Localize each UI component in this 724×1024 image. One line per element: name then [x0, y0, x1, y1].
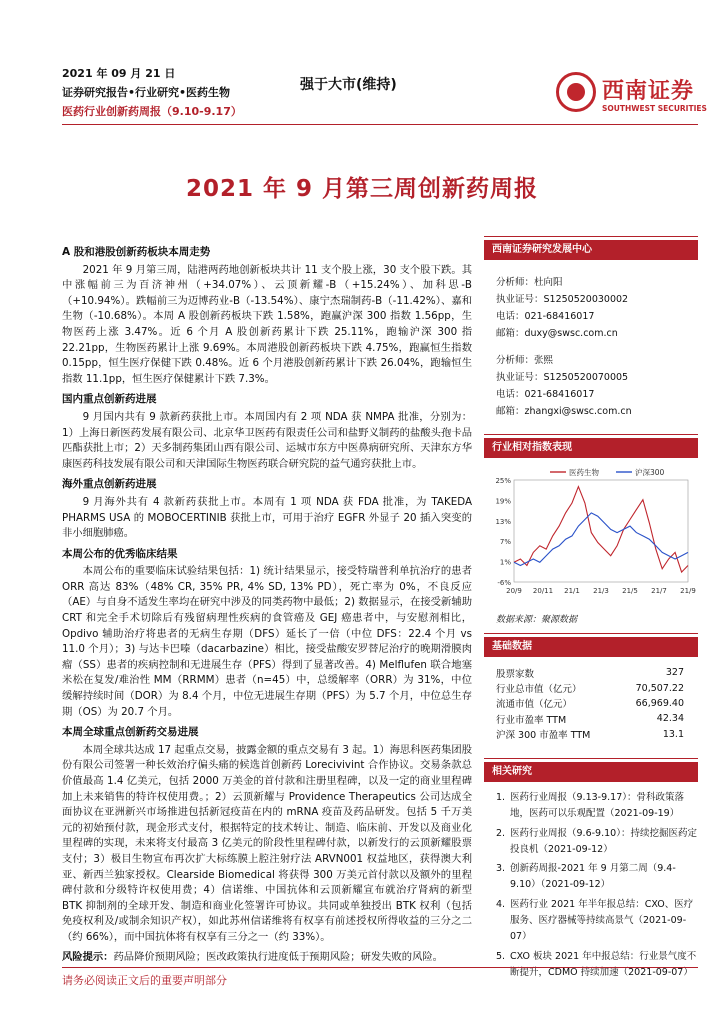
- x-tick-label: 21/7: [651, 587, 667, 595]
- list-item[interactable]: [496, 861, 698, 894]
- x-tick-label: 21/9: [680, 587, 696, 595]
- y-tick-label: -6%: [497, 579, 511, 587]
- basic-label: 行业总市值（亿元）: [496, 684, 582, 696]
- analyst-name: 分析师：杜向阳: [496, 277, 563, 288]
- section-body: 9 月国内共有 9 款新药获批上市。本周国内有 2 项 NDA 获 NMPA 批准，分别为：1）上海日新医药发展有限公司、北京华卫医药有限责任公司和盐野义制药的盐酸头孢卡品匹酯获批上市；2）天多制药集团山西有限公司、运城市东方中医鼻病研究所、天津东方华康医药科技发展有限公司和天津国际生物医药联合研究院的益气通窍获批上市。: [62, 410, 472, 470]
- section-body: 2021 年 9 月第三周，陆港两药地创新板块共计 11 支个股上涨，30 支个股下跌。其中涨幅前三为百济神州（+34.07%）、云顶新耀-B（+15.24%）、加科思-B（+10.94%）。跌幅前三为迈博药业-B（-13.54%）、康宁杰瑞制药-B（-11.42%）、嘉和生物（-10.68%）。本周 A 股创新药板块下跌 1.58%，跑赢沪深 300 指数 1.56pp，生物医药上涨 3.47%。近 6 个月 A 股创新药累计下跌 25.11%，跑输沪深 300 指 22.21pp，生物医药累计上涨 9.69%。本周港股创新药板块下跌 4.75%，跑赢恒生指数 0.15pp，恒生医疗保健下跌 0.48%。近 6 个月港股创新药累计下跌 26.04%，跑输恒生指数 11.1pp，恒生医疗保健累计下跌 7.3%。: [62, 263, 472, 385]
- chart-section-title: 行业相对指数表现: [484, 438, 698, 458]
- basic-value: 66,969.40: [635, 697, 684, 709]
- analyst-phone: 电话：021-68416017: [496, 389, 595, 400]
- index-chart-svg: [484, 462, 698, 612]
- chart-source: 数据来源：聚源数据: [496, 615, 578, 625]
- item-number: 5.: [496, 950, 506, 962]
- table-row: [484, 711, 698, 726]
- item-text: 医药行业周报（9.6-9.10）：持续挖掘医药定投良机（2021-09-12）: [510, 827, 697, 855]
- x-tick-label: 20/11: [532, 587, 554, 595]
- footer-disclaimer: 请务必阅读正文后的重要声明部分: [62, 974, 227, 987]
- header-rule: [62, 124, 698, 125]
- basic-data-table: [484, 665, 698, 742]
- y-tick-label: 25%: [495, 477, 511, 485]
- section-heading: 本周全球重点创新药交易进展: [62, 726, 199, 739]
- y-tick-label: 13%: [495, 517, 511, 526]
- section-heading: 国内重点创新药进展: [62, 393, 157, 406]
- main-content: [62, 240, 472, 965]
- table-row: [484, 696, 698, 711]
- table-row: [484, 727, 698, 742]
- analyst-license: 执业证号：S1250520070005: [496, 372, 629, 383]
- index-chart: [484, 458, 698, 636]
- risk-text: 药品降价预期风险；医改政策执行进度低于预期风险；研发失败的风险。: [113, 950, 443, 963]
- page-title: 2021 年 9 月第三周创新药周报: [185, 176, 539, 202]
- analyst-email[interactable]: 邮箱：duxy@swsc.com.cn: [496, 328, 618, 339]
- item-text: 医药行业 2021 年半年报总结：CXO、医疗服务、医疗器械等持续高景气（2021-09-07）: [510, 898, 694, 943]
- analyst-email[interactable]: 邮箱：zhangxi@swsc.com.cn: [496, 406, 632, 417]
- section-heading: 本周公布的优秀临床结果: [62, 547, 178, 560]
- basic-label: 行业市盈率 TTM: [496, 714, 567, 726]
- section-body: 本周全球共达成 17 起重点交易，披露金额的重点交易有 3 起。1）海思科医药集团股份有限公司签署一种长效治疗偏头痛的候选首创新药 Lorecivivint 合作协议。交易条款总价值最高 1.4 亿美元，包括 2000 万美金的首付款和注册里程碑，以及一定的商业里程碑加上未来销售的特许权使用费。；2）云顶新耀与 Providence Therapeutics 公司达成全面协议在亚洲新兴市场推进包括新冠疫苗在内的 mRNA 疫苗及药品研发。包括 5 千万美元的初始预付款，现金形式支付，根据特定的技术转让、制造、临床前、开发以及商业化里程碑的实现，未来将支付最高 3 亿美元的阶段性里程碑付款，以新发行的云顶新耀股票支付；3）极目生物宣布再次扩大标练膜上腔注射疗法 ARVN001 权益地区，获得澳大利亚、新西兰独家授权。Clearside Biomedical 将获得 300 万美元首付款以及额外的里程碑付款和分级特许权使用费；4）信诺维、中国抗体和云顶新耀宣布就治疗肾病的新型 BTK 抑制剂的全球开发、制造和商业化签署许可协议。共同或单独授出 BTK 权利（包括免疫权利及/或制余知识产权），如此苏州信诺维将有权享有前述授权所得收益的三分之二（约 66%），而中国抗体将有权享有三分之一（约 33%）。: [62, 743, 472, 943]
- logo-mark-icon: [556, 72, 596, 112]
- item-number: 1.: [496, 791, 506, 803]
- series-line-csi300: [514, 513, 688, 566]
- basic-label: 流通市值（亿元）: [496, 699, 573, 711]
- list-item[interactable]: [496, 790, 698, 823]
- company-logo: [556, 72, 707, 120]
- table-row: [484, 680, 698, 695]
- related-research-list: [484, 790, 698, 981]
- x-tick-label: 21/3: [593, 587, 609, 595]
- basic-value: 327: [665, 667, 684, 679]
- item-text: CXO 板块 2021 年中报总结：行业景气度不断提升，CDMO 持续加速（2021-09-07）: [510, 950, 697, 978]
- y-tick-label: 1%: [499, 558, 511, 567]
- legend-label: 沪深300: [635, 468, 665, 477]
- item-text: 医药行业周报（9.13-9.17）：骨科政策落地，医药可以乐观配置（2021-09-19）: [510, 791, 684, 820]
- list-item[interactable]: [496, 949, 698, 982]
- section-body: 本周公布的重要临床试验结果包括：1) 统计结果显示，接受特瑞普利单抗治疗的患者 ORR 高达 83%（48% CR, 35% PR, 4% SD, 13% PD），死亡率为 0%，不良反应（AE）与自身不适发生率均在研究中涉及的同类药物中最低；2) 数据显示，在接受新辅助 CRT 和完全手术切除后有残留病理性疾病的食管癌及 GEJ 癌患者中，与安慰剂相比，Opdivo 辅助治疗将患者的无病生存期（DFS）延长了一倍（中位 DFS：22.4 个月 vs 11.0 个月）；3) 与达卡巴嗪（dacarbazine）相比，接受盐酸安罗替尼治疗的晚期滑膜肉瘤（SS）患者的疾病控制和无进展生存（PFS）得到了显著改善。4) Melflufen 联合地塞米松在复发/难治性 MM（RRMM）患者（n=45）中，总缓解率（ORR）为 31%，中位缓解持续时间（DOR）为 8.4 个月，中位无进展生存期（PFS）为 5.7 个月，中位总生存期（OS）为 20.7 个月。: [62, 565, 472, 718]
- item-number: 2.: [496, 827, 506, 839]
- sidebar: [484, 240, 698, 984]
- report-date: 2021 年 09 月 21 日: [62, 67, 176, 80]
- basic-value: 13.1: [662, 728, 684, 740]
- x-tick-label: 21/5: [622, 587, 638, 595]
- basic-value: 70,507.22: [635, 682, 684, 694]
- basic-value: 42.34: [656, 713, 684, 725]
- y-tick-label: 7%: [499, 538, 511, 547]
- analyst-name: 分析师：张熙: [496, 355, 554, 366]
- report-name: 医药行业创新药周报（9.10-9.17）: [62, 105, 242, 118]
- legend-label: 医药生物: [569, 468, 599, 477]
- logo-text-cn: 西南证券: [602, 79, 695, 104]
- basic-label: 沪深 300 市盈率 TTM: [496, 730, 591, 742]
- risk-warning: [62, 950, 472, 966]
- table-row: [484, 665, 698, 680]
- report-category: 证券研究报告•行业研究•医药生物: [62, 86, 231, 99]
- analyst-info: [484, 260, 698, 420]
- item-number: 4.: [496, 898, 506, 910]
- section-heading: 海外重点创新药进展: [62, 478, 157, 491]
- list-item[interactable]: [496, 897, 698, 946]
- series-line-pharma: [514, 487, 688, 572]
- x-tick-label: 21/1: [564, 587, 580, 595]
- item-number: 3.: [496, 863, 506, 875]
- item-text: 创新药周报-2021 年 9 月第二周（9.4-9.10）（2021-09-12）: [510, 863, 676, 891]
- logo-text-en: SOUTHWEST SECURITIES: [602, 104, 707, 113]
- report-header: [62, 64, 242, 121]
- section-body: 9 月海外共有 4 款新药获批上市。本周有 1 项 NDA 获 FDA 批准，为 TAKEDA PHARMS USA 的 MOBOCERTINIB 获批上市，可用于治疗 EGFR 外显子 20 插入突变的非小细胞肺癌。: [62, 495, 472, 540]
- rating: 强于大市(维持): [300, 77, 397, 93]
- section-heading: A 股和港股创新药板块本周走势: [62, 246, 211, 258]
- analyst-section-title: 西南证券研究发展中心: [484, 240, 698, 260]
- basic-data-title: 基础数据: [484, 637, 698, 657]
- analyst-license: 执业证号：S1250520030002: [496, 294, 629, 305]
- analyst-phone: 电话：021-68416017: [496, 311, 595, 322]
- footer-rule: [62, 967, 698, 968]
- y-tick-label: 19%: [495, 497, 511, 506]
- related-research-title: 相关研究: [484, 762, 698, 782]
- list-item[interactable]: [496, 826, 698, 859]
- x-tick-label: 20/9: [506, 587, 522, 595]
- risk-label: 风险提示：: [62, 950, 114, 963]
- basic-label: 股票家数: [496, 668, 535, 680]
